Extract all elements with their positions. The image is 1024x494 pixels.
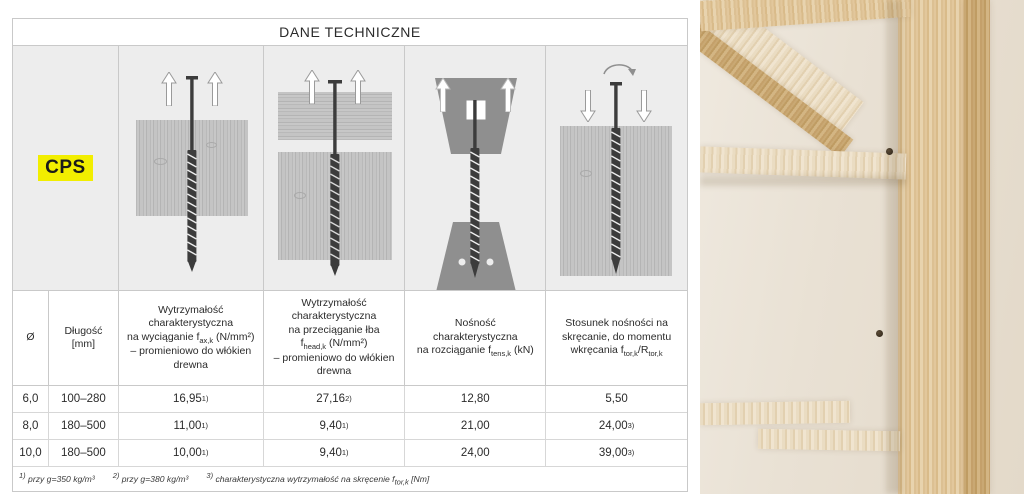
- arrow-down-icon: [580, 90, 596, 122]
- ftens-unit: (kN): [511, 344, 534, 357]
- screw-icon: [184, 76, 200, 272]
- footnote-2-marker: 2): [112, 470, 120, 480]
- arrow-up-icon: [161, 72, 177, 106]
- cell-diameter: 10,0: [13, 440, 49, 466]
- screw-head: [876, 330, 883, 337]
- screw-head: [886, 148, 893, 155]
- fax-unit: (N/mm²): [213, 330, 255, 343]
- footnote-2: [113, 471, 189, 484]
- cell-torsion-value: 5,50: [605, 392, 628, 405]
- fhead-line6: drewna: [316, 365, 352, 378]
- diagram-tensile: [405, 46, 546, 290]
- cell-torsion-note: 3): [627, 448, 635, 458]
- product-badge-cell: [13, 46, 119, 290]
- timber-joint-photo: [700, 0, 1024, 494]
- cell-fax-value: 11,00: [173, 419, 202, 432]
- post-shadow: [886, 0, 902, 494]
- ftens-symbol: na rozciąganie f: [416, 344, 492, 357]
- torsion-line1: Stosunek nośności na: [565, 317, 668, 330]
- column-header-diameter: Ø: [13, 291, 49, 385]
- fhead-line3: na przeciąganie łba: [288, 323, 380, 336]
- column-header-length: [49, 291, 119, 385]
- lower-rail-right: [758, 429, 900, 451]
- footnote-3-sub: tor,k: [394, 477, 409, 487]
- rotation-icon: [602, 60, 636, 80]
- wood-knot: [294, 192, 306, 199]
- wood-knot: [206, 142, 217, 148]
- arrow-up-icon: [435, 78, 451, 112]
- fhead-line2: charakterystyczna: [291, 310, 377, 323]
- fhead-line4: [274, 337, 395, 352]
- fhead-line5: – promieniowo do włókien: [273, 352, 395, 364]
- arrow-up-icon: [304, 70, 320, 104]
- fhead-unit: (N/mm²): [326, 337, 368, 350]
- torsion-symbol-b: /R: [637, 344, 649, 357]
- footnote-3-marker: 3): [206, 470, 214, 480]
- cell-torsion: [546, 386, 687, 412]
- cell-fhead-value: 27,16: [316, 392, 346, 405]
- cell-ftens: 21,00: [405, 413, 546, 439]
- fax-line3: [127, 331, 255, 346]
- arrow-down-icon: [636, 90, 652, 122]
- cell-length: 180–500: [49, 440, 119, 466]
- fax-line3-text: na wyciąganie f: [126, 330, 200, 343]
- fhead-sub: head,k: [303, 342, 327, 352]
- cell-torsion: [546, 440, 687, 466]
- tie-shadow: [700, 176, 906, 186]
- cell-fax-value: 10,00: [173, 446, 202, 459]
- cell-fhead: [264, 413, 406, 439]
- diagram-withdrawal: [119, 46, 264, 290]
- cell-fhead-note: 2): [345, 394, 352, 404]
- lower-rail-left: [700, 401, 850, 426]
- column-header-ftens: [405, 291, 546, 385]
- table-row: [13, 440, 687, 467]
- cell-diameter: 8,0: [13, 413, 49, 439]
- diagram-head-pull-through: [264, 46, 406, 290]
- footnote-2-text: przy g=380 kg/m³: [119, 473, 189, 484]
- fhead-line1: Wytrzymałość: [301, 297, 367, 309]
- column-header-torsion: [546, 291, 687, 385]
- arrow-up-icon: [500, 78, 516, 112]
- cell-torsion-note: 3): [627, 421, 635, 431]
- cell-torsion-value: 24,00: [598, 419, 628, 432]
- cell-fhead-value: 9,40: [319, 419, 342, 432]
- table-row: [13, 386, 687, 413]
- fax-line2: charakterystyczna: [148, 317, 234, 330]
- footnote-3-text: charakterystyczna wytrzymałość na skręcenie f: [213, 473, 395, 484]
- ftens-line1: Nośność charakterystyczna: [433, 317, 518, 343]
- cell-fax-note: 1): [201, 394, 209, 404]
- column-header-length-line1: Długość: [64, 324, 103, 337]
- cell-fhead-note: 1): [341, 421, 349, 431]
- column-header-fax: [119, 291, 264, 385]
- page-title: DANE TECHNICZNE: [13, 19, 687, 46]
- torsion-line2: skręcanie, do momentu: [562, 330, 672, 343]
- ftens-line2: [411, 344, 539, 359]
- fax-line4: – promieniowo do włókien: [130, 345, 252, 358]
- diagram-row: [13, 46, 687, 291]
- footnote-3-unit: [Nm]: [408, 473, 430, 484]
- cell-length: 100–280: [49, 386, 119, 412]
- diagram-torsion: [546, 46, 687, 290]
- footnote-1: [19, 471, 95, 484]
- data-table: [12, 18, 688, 492]
- arrow-up-icon: [350, 70, 366, 104]
- cell-fhead-value: 9,40: [319, 446, 342, 459]
- vertical-post-side: [964, 0, 990, 494]
- column-header-fhead: [264, 291, 406, 385]
- wood-knot: [580, 170, 592, 177]
- ftens-sub: tens,k: [491, 349, 512, 359]
- cell-fax-note: 1): [201, 421, 209, 431]
- product-badge: CPS: [38, 155, 93, 181]
- arrow-up-icon: [207, 72, 223, 106]
- cell-fax-note: 1): [201, 448, 209, 458]
- vertical-post: [898, 0, 964, 494]
- torsion-sub-b: tor,k: [648, 349, 663, 359]
- fhead-symbol: f: [300, 337, 304, 350]
- fax-line5: drewna: [173, 358, 208, 371]
- cell-ftens: 12,80: [405, 386, 546, 412]
- cell-fax-value: 16,95: [173, 392, 202, 405]
- cell-length: 180–500: [49, 413, 119, 439]
- cell-fax: [119, 413, 264, 439]
- cell-fax: [119, 440, 264, 466]
- torsion-line3: [562, 344, 671, 359]
- cell-torsion: [546, 413, 687, 439]
- cell-torsion-value: 39,00: [598, 446, 628, 459]
- screw-icon: [467, 100, 483, 280]
- torsion-sub: tor,k: [623, 349, 638, 359]
- screw-icon: [608, 82, 624, 278]
- cell-fhead: [264, 386, 406, 412]
- torsion-symbol: wkręcania f: [570, 344, 624, 357]
- footnote-1-text: przy g=350 kg/m³: [25, 473, 95, 484]
- footnote-3: [206, 471, 429, 487]
- cell-fhead-note: 1): [341, 448, 349, 458]
- table-header-row: [13, 291, 687, 386]
- wood-knot: [154, 158, 167, 165]
- cell-diameter: 6,0: [13, 386, 49, 412]
- column-header-length-line2: [mm]: [71, 337, 96, 350]
- fax-line1: Wytrzymałość: [158, 303, 224, 316]
- cell-ftens: 24,00: [405, 440, 546, 466]
- table-row: [13, 413, 687, 440]
- fax-sub: ax,k: [199, 335, 214, 345]
- cell-fax: [119, 386, 264, 412]
- cell-fhead: [264, 440, 406, 466]
- screw-icon: [327, 80, 343, 276]
- footnote-1-marker: 1): [19, 470, 26, 480]
- footnotes: [13, 467, 687, 492]
